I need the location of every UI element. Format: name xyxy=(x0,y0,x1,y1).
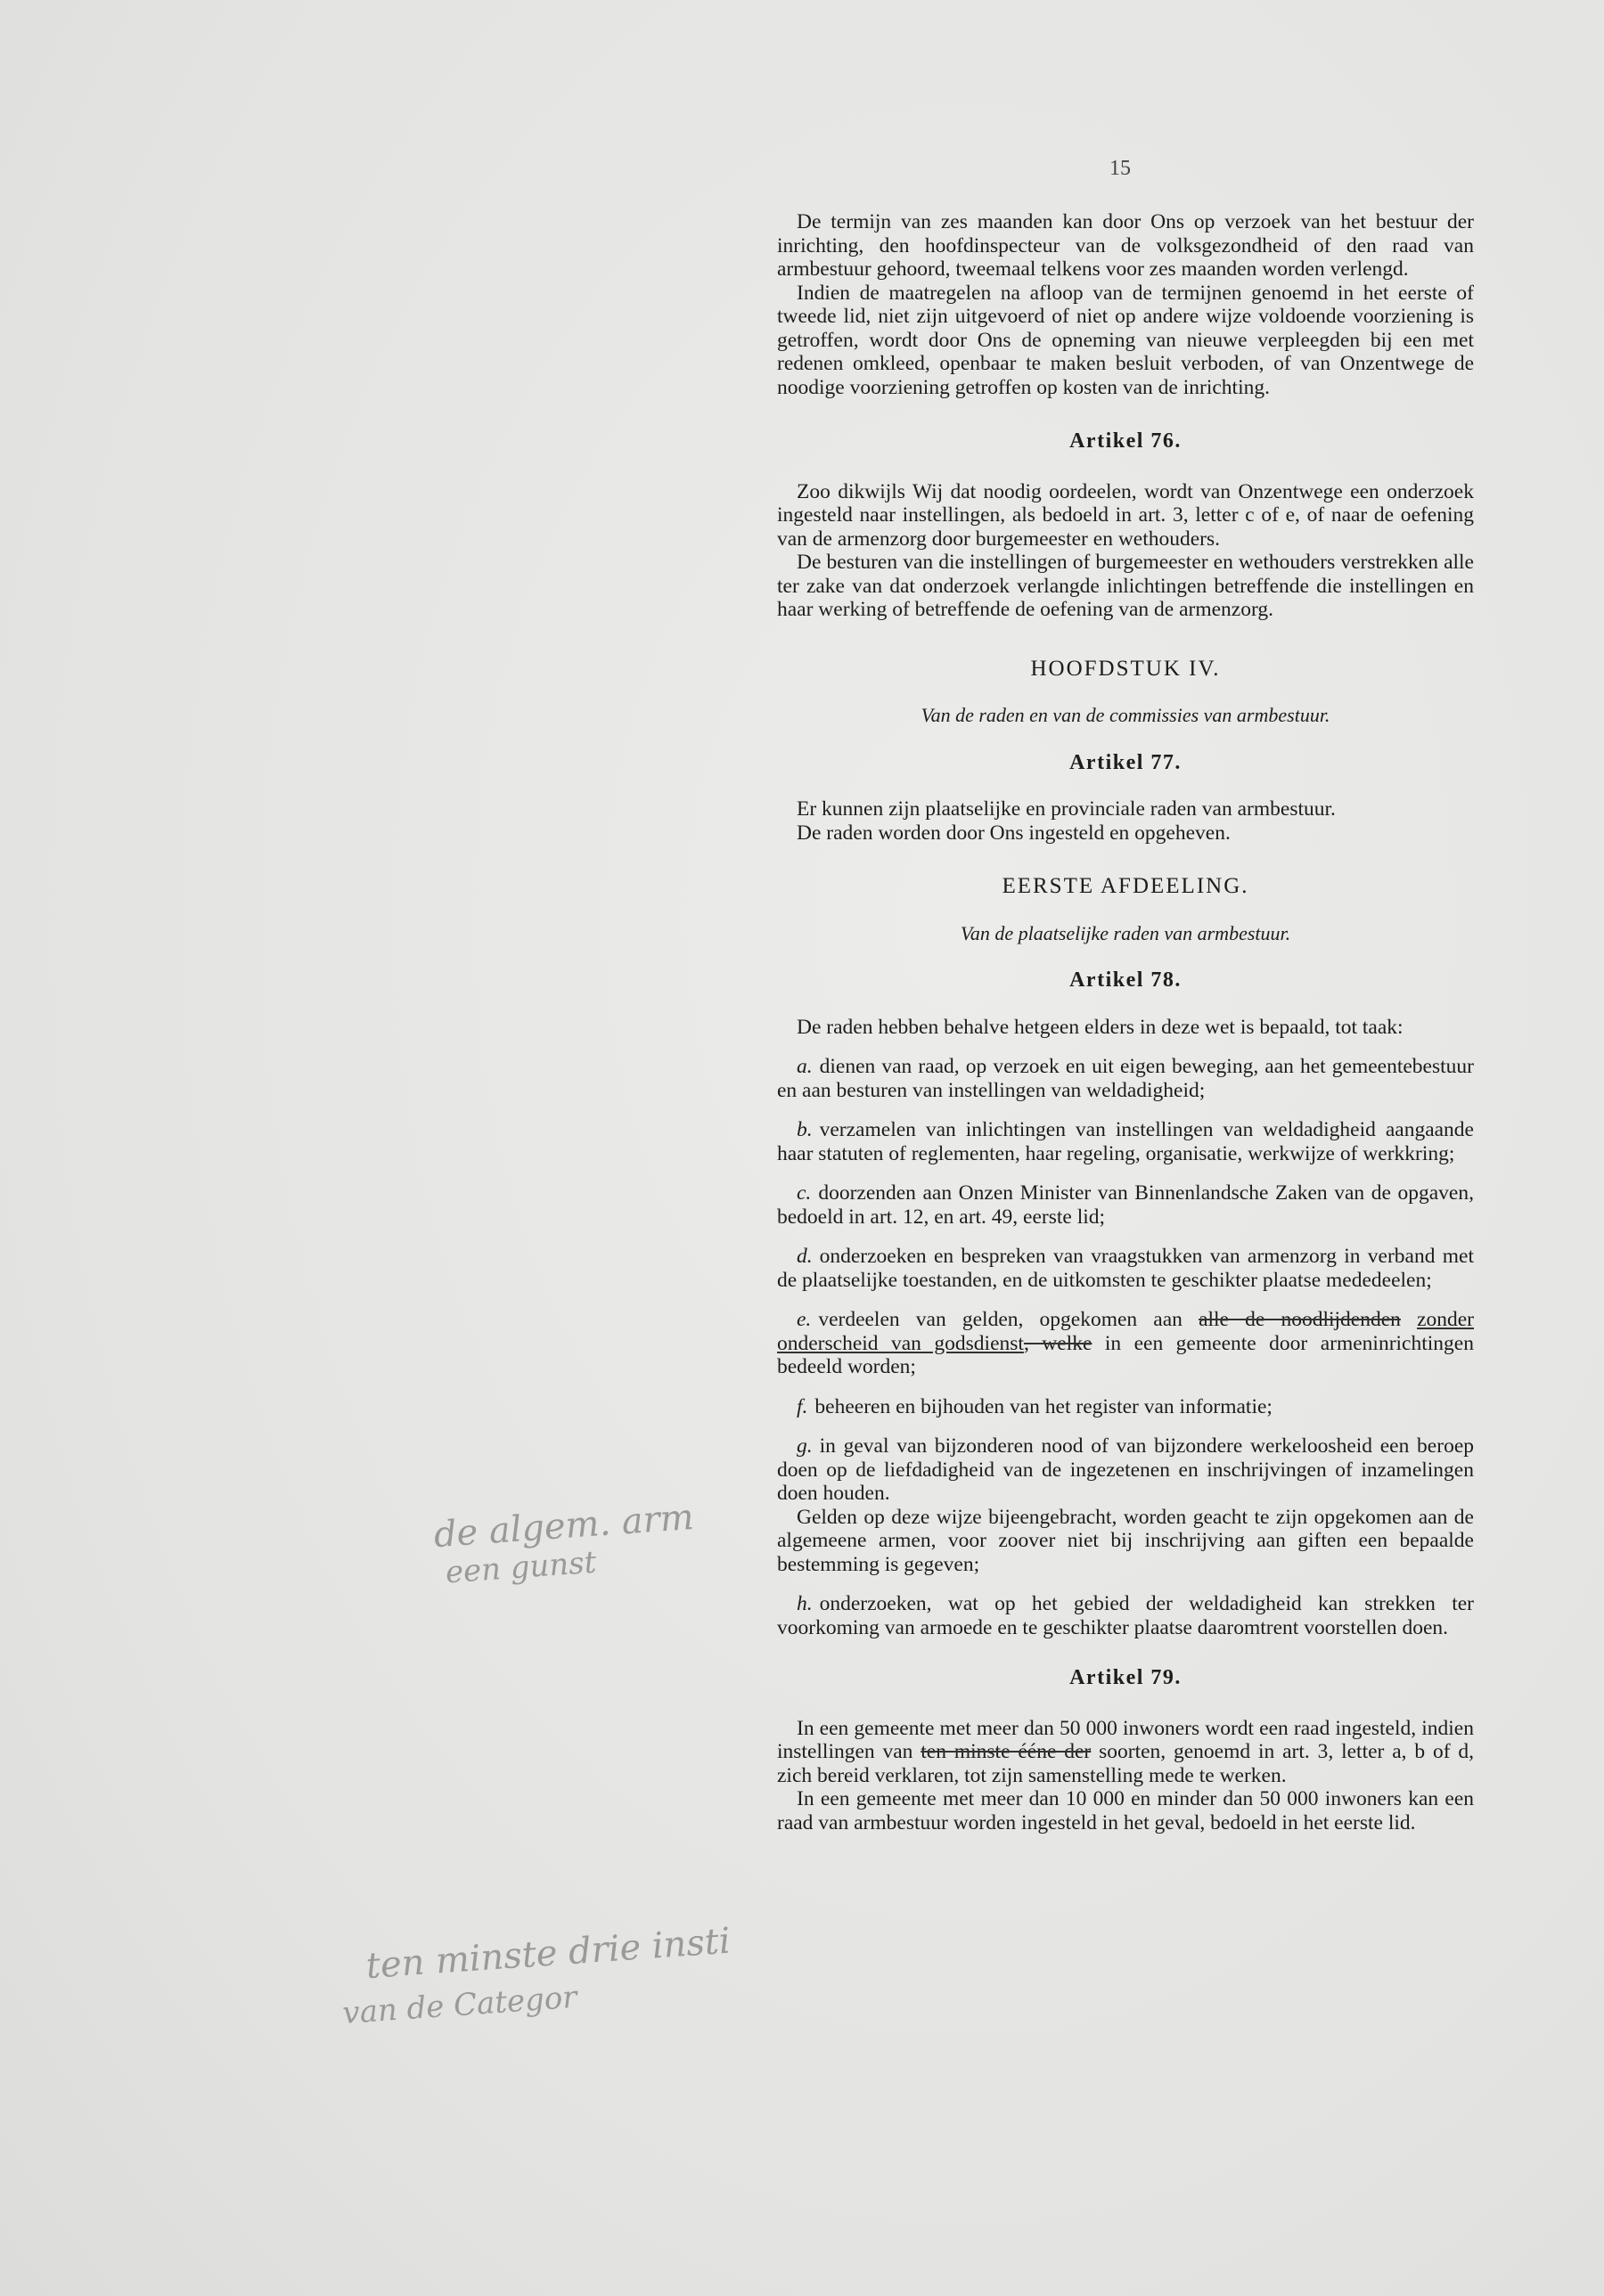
item-text: onderzoeken en bespreken van vraagstukken van armenzorg in verband met de plaatselijke toestanden, en de uitkomsten te geschikter plaatse mededeelen; xyxy=(777,1245,1474,1292)
list-item-g xyxy=(777,1434,1474,1506)
article-76-paragraph-1: Zoo dikwijls Wij dat noodig oordeelen, wordt van Onzentwege een onderzoek ingesteld naar instellingen, als bedoeld in art. 3, letter c of e, of naar de oefening van de armenzorg door burgemeester en wethouders. xyxy=(777,479,1474,551)
item-text: verzamelen van inlichtingen van instellingen van weldadigheid aangaande haar statuten of reglementen, haar regeling, organisatie, werkwijze of werkkring; xyxy=(777,1118,1474,1165)
list-item-b xyxy=(777,1118,1474,1165)
item-letter: f. xyxy=(797,1394,808,1418)
struck-text: alle de noodlijdenden xyxy=(1199,1308,1401,1331)
item-text: in geval van bijzonderen nood of van bijzondere werkeloosheid een beroep doen op de liefdadigheid van de ingezetenen en inschrijvingen of inzamelingen doen houden. xyxy=(777,1434,1474,1505)
handwritten-note-2 xyxy=(341,1917,779,2032)
list-item-a xyxy=(777,1055,1474,1102)
list-item-f xyxy=(777,1395,1474,1419)
handwritten-note-1 xyxy=(432,1497,697,1591)
article-76-paragraph-2: De besturen van die instellingen of burgemeester en wethouders verstrekken alle ter zake van dat onderzoek verlangde inlichtingen betreffende die instellingen en haar werking of betreffende de oefening van de armenzorg. xyxy=(777,551,1474,621)
article-76-title: Artikel 76. xyxy=(1069,429,1182,453)
paragraph-text: In een gemeente met meer dan 50 000 inwoners wordt een raad ingesteld, indien instellingen van xyxy=(777,1716,1474,1763)
intro-paragraph-2: Indien de maatregelen na afloop van de termijnen genoemd in het eerste of tweede lid, niet zijn uitgevoerd of niet op andere wijze voldoende voorziening is getroffen, wordt door Ons de opneming van nieuwe verpleegden bij een met redenen omkleed, openbaar te maken besluit verboden, of van Onzentwege de noodige voorziening getroffen op kosten van de inrichting. xyxy=(777,281,1474,399)
item-text: doorzenden aan Onzen Minister van Binnenlandsche Zaken van de opgaven, bedoeld in art. 12, en art. 49, eerste lid; xyxy=(777,1181,1474,1229)
handwritten-line: een gunst xyxy=(444,1544,598,1591)
paragraph-text: soorten, genoemd in art. 3, letter a, b of d, zich bereid verklaren, tot zijn samenstelling mede te werken. xyxy=(777,1740,1474,1787)
article-79-paragraph-2: In een gemeente met meer dan 10 000 en minder dan 50 000 inwoners kan een raad van armbestuur worden ingesteld in het geval, bedoeld in het eerste lid. xyxy=(777,1787,1474,1834)
item-letter: a. xyxy=(797,1055,813,1078)
item-letter: b. xyxy=(797,1118,813,1141)
article-77-paragraph-2: De raden worden door Ons ingesteld en opgeheven. xyxy=(797,821,1231,845)
list-item-c xyxy=(777,1181,1474,1229)
handwritten-line: van de Categor xyxy=(341,1979,578,2032)
list-item-h xyxy=(777,1592,1474,1639)
item-text: onderzoeken, wat op het gebied der weldadigheid kan strekken ter voorkoming van armoede en te geschikter plaatse daaromtrent voorstellen doen. xyxy=(777,1592,1474,1639)
item-letter: h. xyxy=(797,1592,813,1615)
page-number: 15 xyxy=(1109,157,1131,180)
article-77-title: Artikel 77. xyxy=(1069,750,1182,774)
article-78-intro: De raden hebben behalve hetgeen elders in deze wet is bepaald, tot taak: xyxy=(797,1015,1404,1039)
article-79-title: Artikel 79. xyxy=(1069,1666,1182,1689)
list-item-e xyxy=(777,1308,1474,1379)
struck-text: ten minste ééne der xyxy=(921,1740,1092,1763)
chapter-title: HOOFDSTUK IV. xyxy=(1030,656,1221,681)
item-text: verdeelen van gelden, opgekomen aan xyxy=(818,1308,1199,1331)
article-78-title: Artikel 78. xyxy=(1069,968,1182,992)
struck-text: , welke xyxy=(1023,1331,1093,1355)
section-title: EERSTE AFDEELING. xyxy=(1002,874,1249,898)
item-text xyxy=(1401,1308,1417,1331)
item-text: in een gemeente door armeninrichtingen bedeeld worden; xyxy=(777,1331,1474,1378)
underlined-text: zonder onderscheid van godsdienst xyxy=(777,1308,1474,1355)
item-text: beheeren en bijhouden van het register van informatie; xyxy=(814,1394,1273,1418)
item-letter: d. xyxy=(797,1245,813,1268)
article-79-paragraph-1 xyxy=(777,1717,1474,1788)
intro-paragraph-1: De termijn van zes maanden kan door Ons op verzoek van het bestuur der inrichting, den hoofdinspecteur van de volksgezondheid of den raad van armbestuur gehoord, tweemaal telkens voor zes maanden worden verlengd. xyxy=(777,210,1474,281)
handwritten-line: ten minste drie insti xyxy=(364,1920,732,1988)
list-item-g-continuation: Gelden op deze wijze bijeengebracht, worden geacht te zijn opgekomen aan de algemeene armen, voor zoover niet bij inschrijving aan giften een bepaalde bestemming is gegeven; xyxy=(777,1505,1474,1576)
section-subtitle: Van de plaatselijke raden van armbestuur. xyxy=(960,921,1291,944)
item-letter: c. xyxy=(797,1181,812,1205)
item-letter: e. xyxy=(797,1308,812,1331)
handwritten-line: de algem. arm xyxy=(432,1496,696,1557)
list-item-d xyxy=(777,1245,1474,1292)
article-77-paragraph-1: Er kunnen zijn plaatselijke en provinciale raden van armbestuur. xyxy=(797,797,1336,821)
text-column xyxy=(777,210,1474,1834)
item-text: dienen van raad, op verzoek en uit eigen beweging, aan het gemeentebestuur en aan besturen van instellingen van weldadigheid; xyxy=(777,1055,1474,1102)
item-letter: g. xyxy=(797,1434,813,1458)
chapter-subtitle: Van de raden en van de commissies van armbestuur. xyxy=(921,704,1330,726)
